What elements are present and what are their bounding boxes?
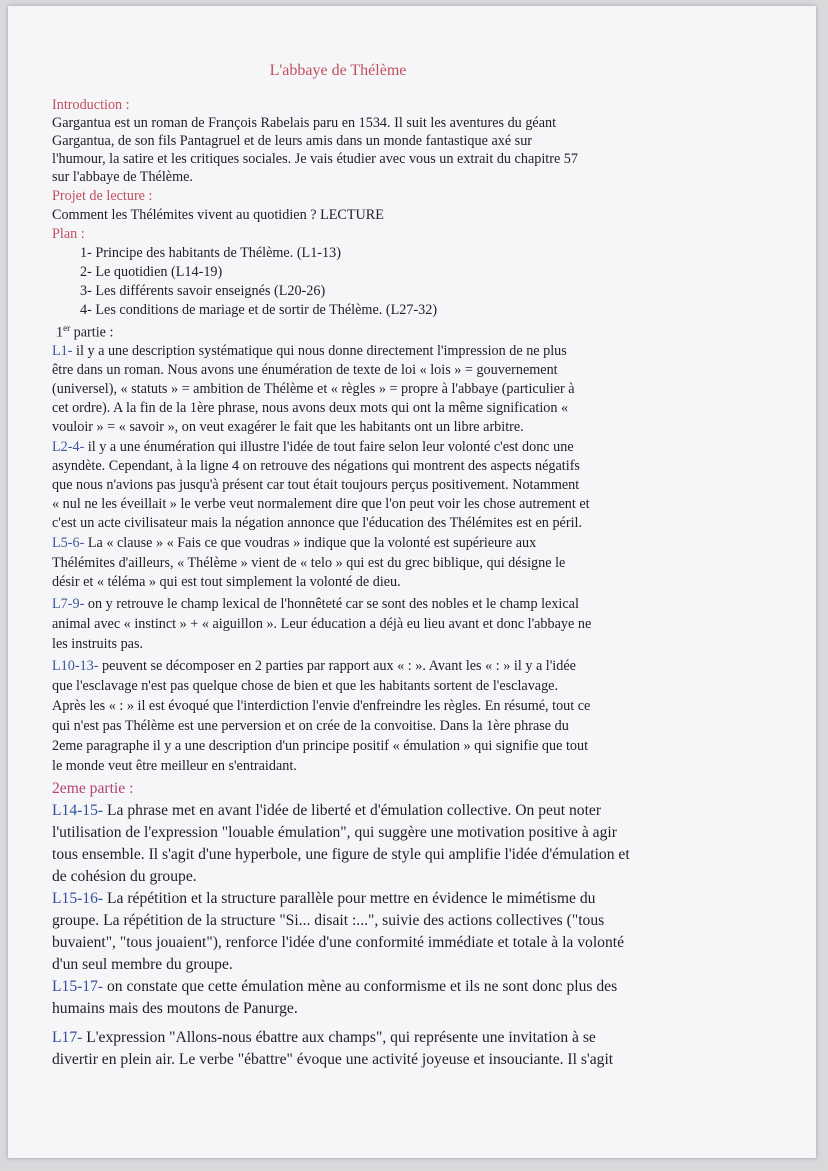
paragraph-line — [52, 890, 788, 908]
paragraph-text: il y a une description systématique qui nous donne directement l'impression de ne plus — [72, 343, 567, 359]
paragraph-text: La répétition et la structure parallèle pour mettre en évidence le mimétisme du — [103, 890, 596, 907]
part1-superscript: er — [63, 323, 71, 333]
paragraph-line: divertir en plein air. Le verbe "ébattre" évoque une activité joyeuse et insouciante. Il s'agit — [52, 1051, 614, 1068]
paragraph-line: humains mais des moutons de Panurge. — [52, 1000, 298, 1017]
document-page — [8, 6, 816, 1158]
line-ref-label: L15-16- — [52, 890, 104, 907]
part1-heading — [56, 319, 788, 342]
paragraph-line — [52, 657, 788, 675]
plan-item: 3- Les différents savoir enseignés (L20-26) — [80, 283, 326, 299]
line-ref-label: L2-4- — [52, 439, 85, 455]
paragraph-line — [52, 438, 788, 456]
paragraph-line: que l'esclavage n'est pas quelque chose de bien et que les habitants sortent de l'esclavage. — [52, 678, 559, 694]
line-ref-label: L15-17- — [52, 978, 104, 995]
paragraph-line — [52, 1029, 788, 1047]
line-ref-label: L17- — [52, 1029, 83, 1046]
paragraph-line: de cohésion du groupe. — [52, 868, 197, 885]
paragraph-line: buvaient", "tous jouaient"), renforce l'idée d'une conformité immédiate et totale à la volonté — [52, 934, 625, 951]
paragraph-text: il y a une énumération qui illustre l'idée de tout faire selon leur volonté c'est donc une — [84, 439, 574, 455]
plan-item: 4- Les conditions de mariage et de sortir de Thélème. (L27-32) — [80, 302, 438, 318]
paragraph-text: on y retrouve le champ lexical de l'honnêteté car se sont des nobles et le champ lexical — [84, 596, 579, 612]
intro-line: sur l'abbaye de Thélème. — [52, 169, 193, 185]
paragraph-line: être dans un roman. Nous avons une énumération de texte de loi « lois » = gouvernement — [52, 362, 558, 378]
projet-text: Comment les Thélémites vivent au quotidien ? LECTURE — [52, 207, 384, 223]
plan-item: 2- Le quotidien (L14-19) — [80, 264, 223, 280]
paragraph-line: c'est un acte civilisateur mais la négation annonce que l'éducation des Thélémites est en péril. — [52, 515, 582, 531]
paragraph-line: que nous n'avions pas jusqu'à présent car tout était toujours perçus positivement. Notamment — [52, 477, 580, 493]
plan-item: 1- Principe des habitants de Thélème. (L1-13) — [80, 245, 341, 261]
introduction-heading: Introduction : — [52, 97, 130, 113]
paragraph-line: désir et « téléma » qui est tout simplement la volonté de dieu. — [52, 574, 401, 590]
paragraph-line — [52, 802, 788, 820]
projet-heading: Projet de lecture : — [52, 188, 153, 204]
paragraph-line: d'un seul membre du groupe. — [52, 956, 233, 973]
line-ref-label: L7-9- — [52, 596, 85, 612]
paragraph-line: le monde veut être meilleur en s'entraidant. — [52, 758, 297, 774]
paragraph-line — [52, 534, 788, 552]
paragraph-line: Après les « : » il est évoqué que l'interdiction l'envie d'enfreindre les règles. En résumé, tout ce — [52, 698, 591, 714]
paragraph-line: les instruits pas. — [52, 636, 144, 652]
paragraph-line — [52, 978, 788, 996]
intro-line: Gargantua est un roman de François Rabelais paru en 1534. Il suit les aventures du géant — [52, 115, 557, 131]
line-ref-label: L5-6- — [52, 535, 85, 551]
paragraph-line: asyndète. Cependant, à la ligne 4 on retrouve des négations qui montrent des aspects négatifs — [52, 458, 580, 474]
paragraph-line: « nul ne les éveillait » le verbe veut normalement dire que l'on peut voir les chose autrement et — [52, 496, 590, 512]
part2-heading: 2eme partie : — [52, 780, 134, 797]
paragraph-line: animal avec « instinct » + « aiguillon ». Leur éducation a déjà eu lieu avant et donc l'abbaye ne — [52, 616, 592, 632]
paragraph-line: cet ordre). A la fin de la 1ère phrase, nous avons deux mots qui ont la même signification « — [52, 400, 569, 416]
paragraph-text: La « clause » « Fais ce que voudras » indique que la volonté est supérieure aux — [84, 535, 537, 551]
paragraph-line: groupe. La répétition de la structure "Si... disait :...", suivie des actions collectives ("tous — [52, 912, 605, 929]
paragraph-line: qui n'est pas Thélème est une perversion et on crée de la convoitise. Dans la 1ère phrase du — [52, 718, 569, 734]
paragraph-line: vouloir » = « savoir », on veut exagérer le fait que les habitants ont un libre arbitre. — [52, 419, 524, 435]
paragraph-line: (universel), « statuts » = ambition de Thélème et « règles » = propre à l'abbaye (particulier à — [52, 381, 575, 397]
line-ref-label: L10-13- — [52, 658, 99, 674]
paragraph-text: peuvent se décomposer en 2 parties par rapport aux « : ». Avant les « : » il y a l'idée — [98, 658, 576, 674]
paragraph-text: L'expression "Allons-nous ébattre aux champs", qui représente une invitation à se — [82, 1029, 596, 1046]
paragraph-line — [52, 595, 788, 613]
part1-word: partie : — [70, 324, 114, 341]
paragraph-line: 2eme paragraphe il y a une description d'un principe positif « émulation » qui signifie que tout — [52, 738, 589, 754]
line-ref-label: L14-15- — [52, 802, 104, 819]
page-title: L'abbaye de Thélème — [269, 62, 407, 79]
paragraph-line: tous ensemble. Il s'agit d'une hyperbole, une figure de style qui amplifie l'idée d'émulation et — [52, 846, 630, 863]
paragraph-text: La phrase met en avant l'idée de liberté et d'émulation collective. On peut noter — [103, 802, 602, 819]
paragraph-line — [52, 342, 788, 360]
part1-number: 1 — [56, 324, 64, 341]
plan-heading: Plan : — [52, 226, 85, 242]
intro-line: Gargantua, de son fils Pantagruel et de leurs amis dans un monde fantastique axé sur — [52, 133, 533, 149]
paragraph-line: l'utilisation de l'expression "louable émulation", qui suggère une motivation positive à agir — [52, 824, 617, 841]
intro-line: l'humour, la satire et les critiques sociales. Je vais étudier avec vous un extrait du chapitre 57 — [52, 151, 578, 167]
paragraph-line: Thélémites d'ailleurs, « Thélème » vient de « telo » qui est du grec biblique, qui désigne le — [52, 555, 566, 571]
line-ref-label: L1- — [52, 343, 73, 359]
paragraph-text: on constate que cette émulation mène au conformisme et ils ne sont donc plus des — [103, 978, 618, 995]
